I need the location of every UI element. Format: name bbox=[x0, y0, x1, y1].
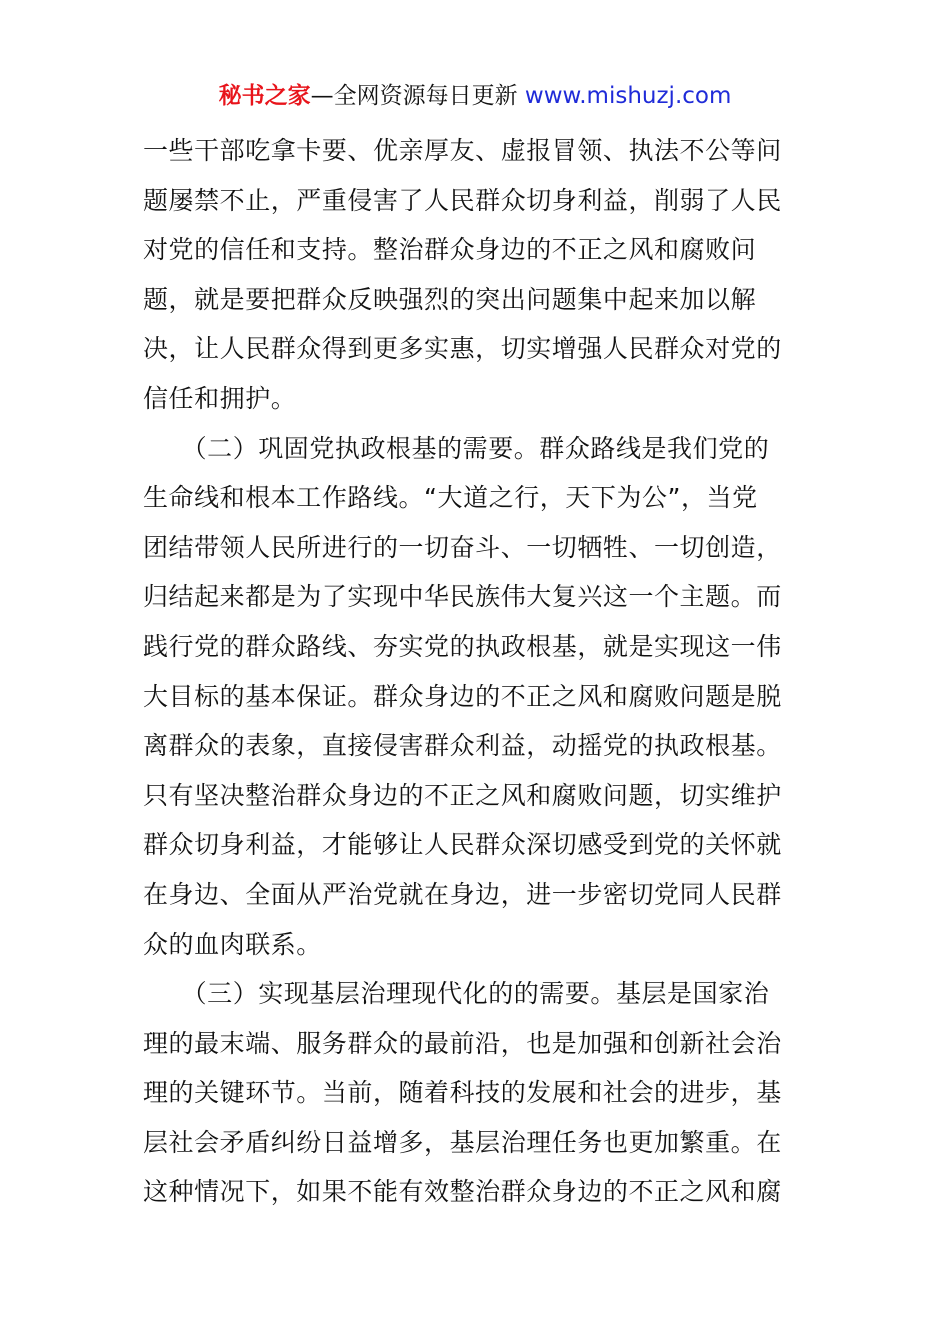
text-line: 团结带领人民所进行的一切奋斗、一切牺牲、一切创造， bbox=[143, 532, 782, 562]
document-body bbox=[143, 126, 813, 1217]
text-line: 一些干部吃拿卡要、优亲厚友、虚报冒领、执法不公等问 bbox=[143, 136, 782, 165]
text-line: 群众切身利益，才能够让人民群众深切感受到党的关怀就 bbox=[143, 830, 782, 860]
text-line: 层社会矛盾纠纷日益增多，基层治理任务也更加繁重。在 bbox=[143, 1127, 782, 1157]
text-line: 决，让人民群众得到更多实惠，切实增强人民群众对党的 bbox=[143, 334, 782, 364]
text-line: 践行党的群众路线、夯实党的执政根基，就是实现这一伟 bbox=[143, 631, 782, 661]
text-line: 题，就是要把群众反映强烈的突出问题集中起来加以解 bbox=[143, 284, 757, 314]
section-heading-line: （三）实现基层治理现代化的的需要。基层是国家治 bbox=[143, 979, 770, 1009]
text-line: 众的血肉联系。 bbox=[143, 929, 322, 959]
text-line: 题屡禁不止，严重侵害了人民群众切身利益，削弱了人民 bbox=[143, 185, 782, 215]
text-line: 大目标的基本保证。群众身边的不正之风和腐败问题是脱 bbox=[143, 681, 782, 711]
section-heading-line: （二）巩固党执政根基的需要。群众路线是我们党的 bbox=[143, 433, 770, 463]
site-url-link[interactable]: www.mishuzj.com bbox=[524, 83, 732, 109]
text-line: 理的最末端、服务群众的最前沿，也是加强和创新社会治 bbox=[143, 1028, 782, 1058]
text-line: 理的关键环节。当前，随着科技的发展和社会的进步，基 bbox=[143, 1078, 782, 1108]
page-header bbox=[0, 80, 950, 112]
brand-name: 秘书之家 bbox=[218, 83, 311, 109]
text-line: 对党的信任和支持。整治群众身边的不正之风和腐败问 bbox=[143, 235, 757, 265]
text-line: 只有坚决整治群众身边的不正之风和腐败问题，切实维护 bbox=[143, 780, 782, 810]
header-tagline: —全网资源每日更新 bbox=[310, 83, 518, 109]
text-line: 信任和拥护。 bbox=[143, 383, 297, 413]
text-line: 在身边、全面从严治党就在身边，进一步密切党同人民群 bbox=[143, 879, 782, 909]
text-line: 归结起来都是为了实现中华民族伟大复兴这一个主题。而 bbox=[143, 582, 782, 612]
text-line: 生命线和根本工作路线。“大道之行，天下为公”，当党 bbox=[143, 483, 758, 513]
text-line: 离群众的表象，直接侵害群众利益，动摇党的执政根基。 bbox=[143, 731, 782, 761]
text-line: 这种情况下，如果不能有效整治群众身边的不正之风和腐 bbox=[143, 1177, 782, 1207]
